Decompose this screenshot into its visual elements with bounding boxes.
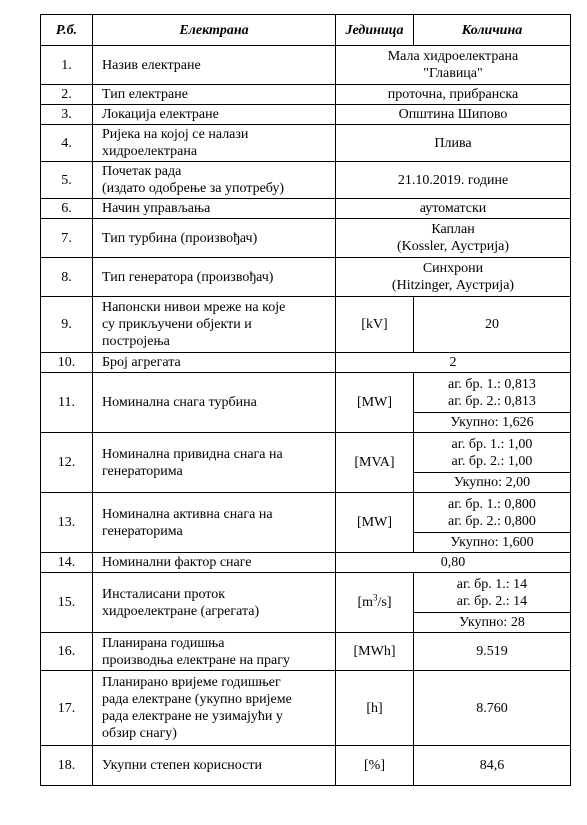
description-line: производња електране на прагу bbox=[102, 652, 290, 668]
row-description: Локација електране bbox=[93, 105, 336, 125]
table-row bbox=[41, 219, 571, 258]
description-line: Инсталисани проток bbox=[102, 586, 226, 602]
value-line: аг. бр. 2.: 1,00 bbox=[451, 453, 533, 469]
row-value-total: Укупно: 2,00 bbox=[414, 473, 571, 493]
table-row bbox=[41, 353, 571, 373]
value-line: Каплан bbox=[431, 222, 475, 237]
value-line: (Kossler, Аустрија) bbox=[396, 239, 510, 254]
row-description bbox=[93, 573, 336, 633]
row-number: 4. bbox=[41, 125, 93, 162]
row-description: Број агрегата bbox=[93, 353, 336, 373]
row-number: 16. bbox=[41, 633, 93, 671]
row-number: 17. bbox=[41, 671, 93, 746]
row-number: 10. bbox=[41, 353, 93, 373]
table-row bbox=[41, 433, 571, 473]
row-number: 7. bbox=[41, 219, 93, 258]
header-plant: Електрана bbox=[93, 15, 336, 46]
value-line: аг. бр. 1.: 14 bbox=[456, 576, 528, 592]
header-amount: Количина bbox=[414, 15, 571, 46]
description-line: генераторима bbox=[102, 523, 183, 539]
row-number: 5. bbox=[41, 162, 93, 199]
row-description bbox=[93, 125, 336, 162]
table-row bbox=[41, 493, 571, 533]
description-line: рада електране (укупно вријеме bbox=[102, 692, 292, 707]
row-value: 84,6 bbox=[414, 746, 571, 786]
table-row bbox=[41, 85, 571, 105]
table-row bbox=[41, 746, 571, 786]
description-line: хидроелектране (агрегата) bbox=[102, 603, 260, 619]
row-number: 3. bbox=[41, 105, 93, 125]
row-number: 13. bbox=[41, 493, 93, 553]
row-value: Општина Шипово bbox=[336, 105, 571, 125]
row-unit: [kV] bbox=[336, 297, 414, 353]
description-line: хидроелектрана bbox=[102, 144, 198, 159]
value-line: аг. бр. 1.: 0,813 bbox=[448, 376, 536, 392]
row-number: 2. bbox=[41, 85, 93, 105]
table-row bbox=[41, 573, 571, 613]
row-unit: [MWh] bbox=[336, 633, 414, 671]
table-row bbox=[41, 162, 571, 199]
header-rb: Р.б. bbox=[41, 15, 93, 46]
description-line: Ријека на којој се налази bbox=[102, 127, 249, 142]
description-line: рада електране не узимајући у bbox=[102, 709, 283, 724]
description-line: Номинална активна снага на bbox=[102, 506, 273, 522]
header-row bbox=[41, 15, 571, 46]
row-description: Номинална снага турбина bbox=[93, 373, 336, 433]
row-number: 8. bbox=[41, 258, 93, 297]
row-value: аутоматски bbox=[336, 199, 571, 219]
row-unit: [%] bbox=[336, 746, 414, 786]
value-line: (Hitzinger, Аустрија) bbox=[391, 278, 515, 293]
description-line: Напонски нивои мреже на које bbox=[102, 300, 286, 315]
row-value: 8.760 bbox=[414, 671, 571, 746]
row-unit: [MVA] bbox=[336, 433, 414, 493]
row-value-per-unit bbox=[414, 433, 571, 473]
value-line: "Главица" bbox=[423, 66, 483, 81]
row-number: 12. bbox=[41, 433, 93, 493]
row-description bbox=[93, 162, 336, 199]
row-unit: [h] bbox=[336, 671, 414, 746]
row-value-per-unit bbox=[414, 573, 571, 613]
row-number: 11. bbox=[41, 373, 93, 433]
row-number: 18. bbox=[41, 746, 93, 786]
row-value: 21.10.2019. године bbox=[336, 162, 571, 199]
unit-tail: /s] bbox=[377, 595, 392, 610]
table-row bbox=[41, 258, 571, 297]
unit-superscript: 3 bbox=[373, 592, 378, 603]
value-line: аг. бр. 1.: 0,800 bbox=[448, 496, 536, 512]
row-number: 9. bbox=[41, 297, 93, 353]
description-line: су прикључени објекти и bbox=[102, 317, 252, 332]
row-value: 9.519 bbox=[414, 633, 571, 671]
table-row bbox=[41, 297, 571, 353]
unit-base: [m bbox=[357, 595, 374, 610]
row-value-total: Укупно: 1,600 bbox=[414, 533, 571, 553]
description-line: генераторима bbox=[102, 463, 183, 479]
table-row bbox=[41, 553, 571, 573]
row-value: 0,80 bbox=[336, 553, 571, 573]
row-unit: [MW] bbox=[336, 493, 414, 553]
description-line: Почетак рада bbox=[102, 164, 182, 179]
row-number: 6. bbox=[41, 199, 93, 219]
row-value-per-unit bbox=[414, 373, 571, 413]
row-description: Тип електране bbox=[93, 85, 336, 105]
row-unit bbox=[336, 573, 414, 633]
table-row bbox=[41, 46, 571, 85]
table-row bbox=[41, 199, 571, 219]
row-description bbox=[93, 633, 336, 671]
row-value bbox=[336, 219, 571, 258]
description-line: Планирано вријеме годишњег bbox=[102, 675, 281, 690]
table-row bbox=[41, 125, 571, 162]
row-number: 14. bbox=[41, 553, 93, 573]
row-value bbox=[336, 258, 571, 297]
row-unit: [MW] bbox=[336, 373, 414, 433]
description-line: Номинална привидна снага на bbox=[102, 446, 283, 462]
row-value: 2 bbox=[336, 353, 571, 373]
row-description bbox=[93, 493, 336, 553]
table-row bbox=[41, 633, 571, 671]
row-description bbox=[93, 433, 336, 493]
value-line: аг. бр. 2.: 0,813 bbox=[448, 393, 536, 409]
description-line: постројења bbox=[102, 334, 170, 349]
row-number: 15. bbox=[41, 573, 93, 633]
row-number: 1. bbox=[41, 46, 93, 85]
row-value-per-unit bbox=[414, 493, 571, 533]
row-description: Тип турбина (произвођач) bbox=[93, 219, 336, 258]
row-value: проточна, прибранска bbox=[336, 85, 571, 105]
row-description: Укупни степен корисности bbox=[93, 746, 336, 786]
row-description bbox=[93, 297, 336, 353]
row-value-total: Укупно: 1,626 bbox=[414, 413, 571, 433]
row-description: Начин управљања bbox=[93, 199, 336, 219]
table-row bbox=[41, 671, 571, 746]
row-value bbox=[336, 46, 571, 85]
row-description: Тип генератора (произвођач) bbox=[93, 258, 336, 297]
table-row bbox=[41, 373, 571, 413]
table-row bbox=[41, 105, 571, 125]
value-line: аг. бр. 2.: 0,800 bbox=[448, 513, 536, 529]
description-line: Планирана годишња bbox=[102, 635, 225, 651]
header-unit: Јединица bbox=[336, 15, 414, 46]
description-line: обзир снагу) bbox=[102, 726, 177, 741]
row-value: Плива bbox=[336, 125, 571, 162]
row-description bbox=[93, 671, 336, 746]
value-line: Мала хидроелектрана bbox=[387, 49, 519, 64]
row-description: Номинални фактор снаге bbox=[93, 553, 336, 573]
value-line: аг. бр. 1.: 1,00 bbox=[451, 436, 533, 452]
value-line: Синхрони bbox=[422, 261, 484, 276]
value-line: аг. бр. 2.: 14 bbox=[456, 593, 528, 609]
description-line: (издато одобрење за употребу) bbox=[102, 181, 285, 196]
row-value: 20 bbox=[414, 297, 571, 353]
row-description: Назив електране bbox=[93, 46, 336, 85]
row-value-total: Укупно: 28 bbox=[414, 613, 571, 633]
plant-specification-table bbox=[40, 14, 571, 786]
